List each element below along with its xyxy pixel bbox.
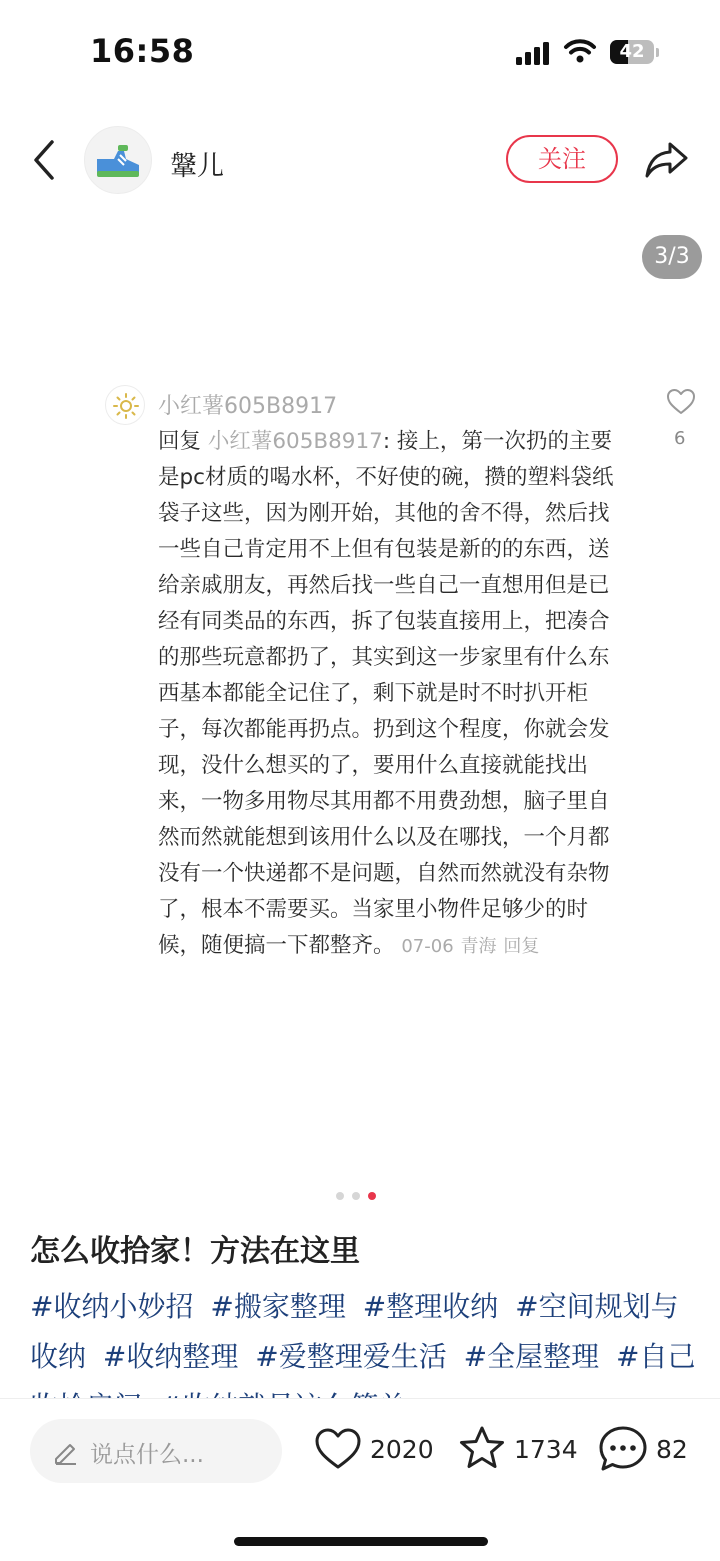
tag-link[interactable]: #收纳小妙招 [30, 1290, 194, 1323]
comment-count: 82 [656, 1435, 688, 1464]
like-button[interactable] [314, 1427, 438, 1477]
comment-heart-icon [666, 388, 696, 416]
heart-icon [314, 1427, 362, 1471]
status-bar [0, 0, 720, 100]
back-icon[interactable] [28, 138, 58, 182]
sneaker-icon [94, 137, 142, 183]
comment-like-count: 6 [674, 428, 686, 449]
carousel-dot-2 [352, 1192, 360, 1200]
battery-icon [610, 40, 660, 66]
carousel-dot-1 [336, 1192, 344, 1200]
note-title: 怎么收拾家！方法在这里 [30, 1234, 360, 1269]
star-icon [458, 1425, 506, 1471]
comment-content: : 接上，第一次扔的主要是pc材质的喝水杯，不好使的碗，攒的塑料袋纸袋子这些，因为刚开始，其他的舍不得，然后找一些自己肯定用不上但有包装是新的的东西，送给亲戚朋友，再然后找一些自己一直想用但是已经有同类品的东西，拆了包装直接用上，把凑合的那些玩意都扔了，其实到这一步家里有什么东西基本都能全记住了，剩下就是时不时扒开柜子，每次都能再扔点。扔到这个程度，你就会发现，没什么想买的了，要用什么直接就能找出来，一物多用物尽其用都不用费劲想，脑子里自然而然就能想到该用什么以及在哪找，一个月都没有一个快递都不是问题，自然而然就没有杂物了，根本不需要买。当家里小物件足够少的时候，随便搞一下都整齐。 [158, 429, 614, 958]
tag-link[interactable]: #自己 [616, 1340, 696, 1373]
commenter-name: 小红薯605B8917 [158, 394, 338, 419]
comment-date: 07-06 [401, 936, 454, 957]
comment-bubble-icon [598, 1425, 648, 1473]
comment-input[interactable] [30, 1419, 282, 1483]
tag-link[interactable]: #全屋整理 [463, 1340, 600, 1373]
carousel-dot-3 [368, 1192, 376, 1200]
comment-text [158, 424, 630, 965]
commenter-avatar [105, 385, 145, 425]
status-time: 16:58 [90, 32, 195, 70]
signal-icon [516, 42, 552, 66]
tag-list [30, 1282, 696, 1398]
follow-button[interactable]: 关注 [506, 135, 618, 183]
comment-placeholder: 说点什么... [90, 1442, 204, 1468]
comment-location: 青海 [460, 936, 497, 957]
comment-card [100, 380, 700, 1010]
like-count: 2020 [370, 1435, 434, 1464]
sun-icon [113, 393, 139, 419]
tag-link[interactable]: #整理收纳 [362, 1290, 499, 1323]
comment-reply-label: 回复 [503, 936, 540, 957]
collect-button[interactable] [458, 1427, 578, 1477]
share-icon[interactable] [644, 138, 690, 182]
tag-link[interactable]: #搬家整理 [210, 1290, 346, 1323]
author-avatar[interactable] [84, 126, 152, 194]
home-indicator [234, 1537, 488, 1546]
reply-prefix: 回复 [158, 429, 208, 454]
author-name[interactable]: 鞶儿 [170, 151, 224, 182]
collect-count: 1734 [514, 1435, 578, 1464]
tag-link[interactable]: #空间规划与收纳 [30, 1290, 679, 1373]
carousel-dots [336, 1192, 384, 1202]
pencil-icon [52, 1439, 78, 1465]
tag-link[interactable]: #爱整理爱生活 [255, 1340, 447, 1373]
tag-link[interactable]: #收纳整理 [102, 1340, 239, 1373]
comment-button[interactable] [598, 1427, 694, 1477]
reply-target: 小红薯605B8917 [207, 429, 383, 454]
bottom-action-bar [0, 1398, 720, 1561]
note-header [0, 120, 720, 204]
battery-level: 42 [619, 41, 645, 62]
wifi-icon [564, 38, 596, 64]
page-counter: 3/3 [642, 235, 702, 279]
